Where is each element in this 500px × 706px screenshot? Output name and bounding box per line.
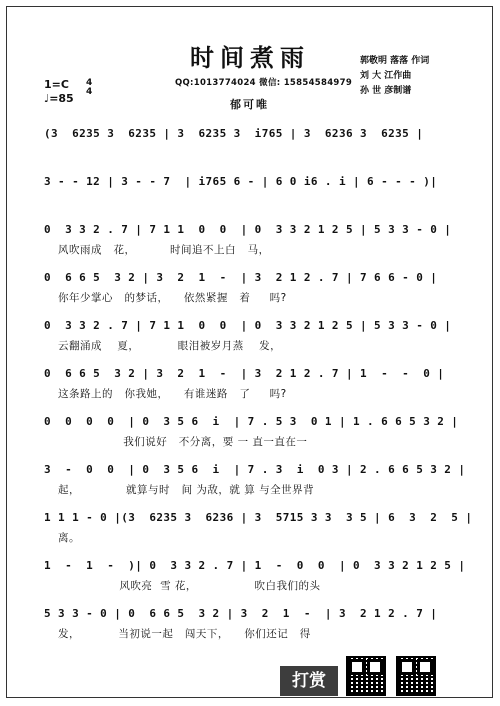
lyric-row: 这条路上的 你我她， 有谁迷路 了 吗?	[58, 388, 287, 400]
time-signature	[86, 79, 92, 97]
lyric-row: 风吹亮 雪 花， 吹白我们的头	[58, 580, 321, 592]
tempo-marking: ♩=85	[44, 92, 74, 105]
key-tempo	[44, 78, 74, 106]
meter-bottom: 4	[86, 87, 93, 97]
lyric-row: 风吹雨成 花， 时间追不上白 马，	[58, 244, 270, 256]
contact-info: QQ:1013774024 微信: 15854584979	[175, 78, 353, 88]
singer-name: 郁可唯	[230, 98, 269, 111]
notation-row: 5 3 3 - 0 | 0 6 6 5 3 2 | 3 2 1 - | 3 2 1 2 . 7 |	[44, 607, 438, 620]
notation-row: 0 6 6 5 3 2 | 3 2 1 - | 3 2 1 2 . 7 | 1 - - 0 |	[44, 367, 445, 380]
notation-row: (3 6235 3 6235 | 3 6235 3 i765 | 3 6236 3 6235 |	[44, 127, 424, 140]
notation-row: 0 0 0 0 | 0 3 5 6 i | 7 . 5 3 0 1 | 1 . 6 6 5 3 2 |	[44, 415, 459, 428]
notation-row: 1 - 1 - )| 0 3 3 2 . 7 | 1 - 0 0 | 0 3 3 2 1 2 5 |	[44, 559, 466, 572]
lyric-row: 我们说好 不分离，要 一 直一直在一	[58, 436, 308, 448]
notation-row: 3 - 0 0 | 0 3 5 6 i | 7 . 3 i 0 3 | 2 . 6 6 5 3 2 |	[44, 463, 466, 476]
credit-transcriber: 孙 世 彦制谱	[360, 86, 412, 96]
notation-row: 0 6 6 5 3 2 | 3 2 1 - | 3 2 1 2 . 7 | 7 6 6 - 0 |	[44, 271, 438, 284]
lyric-row: 离。	[58, 532, 80, 544]
lyric-row: 云翻涌成 夏， 眼泪被岁月蒸 发，	[58, 340, 282, 352]
notation-row: 3 - - 12 | 3 - - 7 | i765 6 - | 6 0 i6 . i | 6 - - - )|	[44, 175, 438, 188]
meter-top: 4	[86, 78, 93, 88]
song-title: 时间煮雨	[190, 43, 310, 72]
key-signature: 1=C	[44, 78, 69, 91]
lyric-row: 起， 就算与时 间 为敌，就 算 与全世界背	[58, 484, 315, 496]
credits	[360, 54, 429, 99]
lyric-row: 发， 当初说一起 闯天下， 你们还记 得	[58, 628, 311, 640]
reward-button[interactable]: 打赏	[280, 666, 338, 696]
notation-row: 0 3 3 2 . 7 | 7 1 1 0 0 | 0 3 3 2 1 2 5 | 5 3 3 - 0 |	[44, 223, 452, 236]
credit-lyricist: 郭敬明 落落 作词	[360, 56, 430, 66]
notation-row: 1 1 1 - 0 |(3 6235 3 6236 | 3 5715 3 3 3 5 | 6 3 2 5 |	[44, 511, 473, 524]
notation-row: 0 3 3 2 . 7 | 7 1 1 0 0 | 0 3 3 2 1 2 5 | 5 3 3 - 0 |	[44, 319, 452, 332]
qr-code-alipay	[396, 656, 436, 696]
credit-composer: 刘 大 江作曲	[360, 71, 412, 81]
lyric-row: 你年少掌心 的梦话， 依然紧握 着 吗?	[58, 292, 287, 304]
qr-code-wechat	[346, 656, 386, 696]
